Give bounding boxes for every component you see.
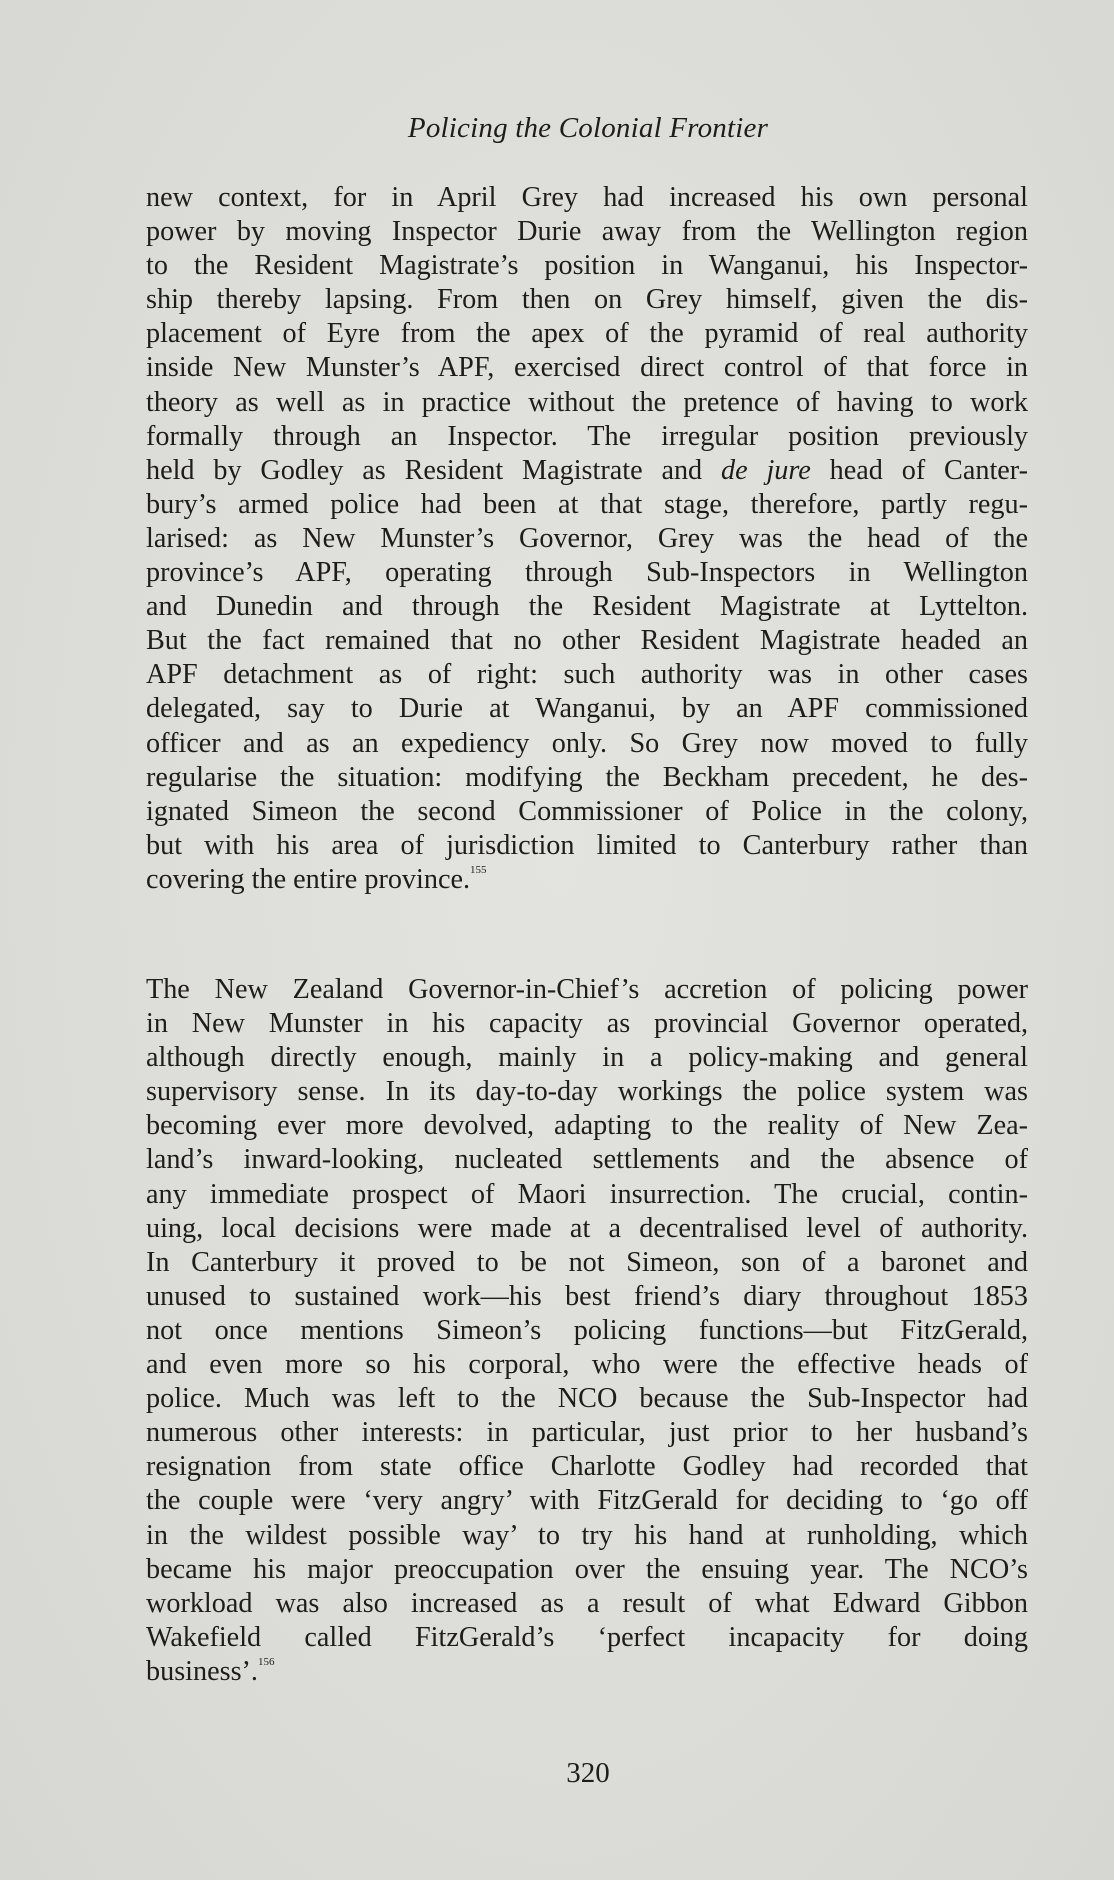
text-line: power by moving Inspector Durie away from the Wellington region <box>146 216 1028 248</box>
text-line: ship thereby lapsing. From then on Grey himself, given the dis- <box>146 284 1028 316</box>
text-line: police. Much was left to the NCO because the Sub-Inspector had <box>146 1383 1028 1415</box>
text-line: Wakefield called FitzGerald’s ‘perfect incapacity for doing <box>146 1621 1028 1653</box>
text-line: in New Munster in his capacity as provincial Governor operated, <box>146 1008 1028 1040</box>
footnote-ref[interactable]: 155 <box>470 864 487 877</box>
text-line: theory as well as in practice without the pretence of having to work <box>146 386 1028 418</box>
text-segment: head of Canter- <box>829 454 1029 486</box>
text-line: to the Resident Magistrate’s position in Wanganui, his Inspector- <box>146 250 1028 282</box>
paragraph-2 <box>146 973 1028 1689</box>
text-line: In Canterbury it proved to be not Simeon, son of a baronet and <box>146 1246 1028 1278</box>
text-line: numerous other interests: in particular, just prior to her husband’s <box>146 1417 1028 1449</box>
text-line: supervisory sense. In its day-to-day workings the police system was <box>146 1076 1028 1108</box>
text-line: bury’s armed police had been at that stage, therefore, partly regu- <box>146 488 1028 520</box>
text-line: became his major preoccupation over the ensuing year. The NCO’s <box>146 1553 1028 1585</box>
text-line: the couple were ‘very angry’ with FitzGerald for deciding to ‘go off <box>146 1485 1028 1517</box>
text-line: regularise the situation: modifying the Beckham precedent, he des- <box>146 761 1028 793</box>
text-segment: covering the entire province. <box>146 863 471 895</box>
paragraph-1 <box>146 181 1028 897</box>
text-line: placement of Eyre from the apex of the pyramid of real authority <box>146 318 1028 350</box>
text-line: in the wildest possible way’ to try his hand at runholding, which <box>146 1519 1028 1551</box>
text-line: new context, for in April Grey had increased his own personal <box>146 182 1028 213</box>
text-line: land’s inward-looking, nucleated settlements and the absence of <box>146 1144 1028 1176</box>
text-line: uing, local decisions were made at a decentralised level of authority. <box>146 1212 1028 1244</box>
text-line: APF detachment as of right: such authority was in other cases <box>146 659 1028 691</box>
text-line-last <box>146 863 1028 897</box>
text-line: any immediate prospect of Maori insurrection. The crucial, contin- <box>146 1178 1028 1210</box>
text-line: But the fact remained that no other Resident Magistrate headed an <box>146 625 1028 657</box>
running-head: Policing the Colonial Frontier <box>407 112 769 144</box>
text-line: and even more so his corporal, who were the effective heads of <box>146 1349 1028 1381</box>
text-line: ignated Simeon the second Commissioner of Police in the colony, <box>146 795 1028 827</box>
text-line: inside New Munster’s APF, exercised direct control of that force in <box>146 352 1028 384</box>
text-line: but with his area of jurisdiction limited to Canterbury rather than <box>146 829 1028 861</box>
text-segment: held by Godley as Resident Magistrate and <box>146 454 703 486</box>
text-line: delegated, say to Durie at Wanganui, by an APF commissioned <box>146 693 1028 725</box>
text-line-with-italic <box>146 454 1028 488</box>
text-line: although directly enough, mainly in a policy-making and general <box>146 1042 1028 1074</box>
text-line: not once mentions Simeon’s policing functions—but FitzGerald, <box>146 1314 1028 1346</box>
text-line: resignation from state office Charlotte Godley had recorded that <box>146 1451 1028 1483</box>
text-line-last <box>146 1655 1028 1689</box>
text-line: formally through an Inspector. The irregular position previously <box>146 420 1028 452</box>
text-line: unused to sustained work—his best friend’s diary throughout 1853 <box>146 1280 1028 1312</box>
text-line: workload was also increased as a result of what Edward Gibbon <box>146 1587 1028 1619</box>
text-segment: business’. <box>146 1655 258 1687</box>
text-line: The New Zealand Governor-in-Chief’s accretion of policing power <box>146 974 1028 1005</box>
text-line: becoming ever more devolved, adapting to the reality of New Zea- <box>146 1110 1028 1142</box>
text-line: officer and as an expediency only. So Grey now moved to fully <box>146 727 1028 759</box>
italic-phrase: de jure <box>721 454 811 486</box>
text-line: and Dunedin and through the Resident Magistrate at Lyttelton. <box>146 591 1028 623</box>
footnote-ref[interactable]: 156 <box>257 1656 275 1669</box>
text-line: larised: as New Munster’s Governor, Grey was the head of the <box>146 522 1028 554</box>
text-line: province’s APF, operating through Sub-Inspectors in Wellington <box>146 557 1028 589</box>
page-number: 320 <box>566 1757 610 1789</box>
